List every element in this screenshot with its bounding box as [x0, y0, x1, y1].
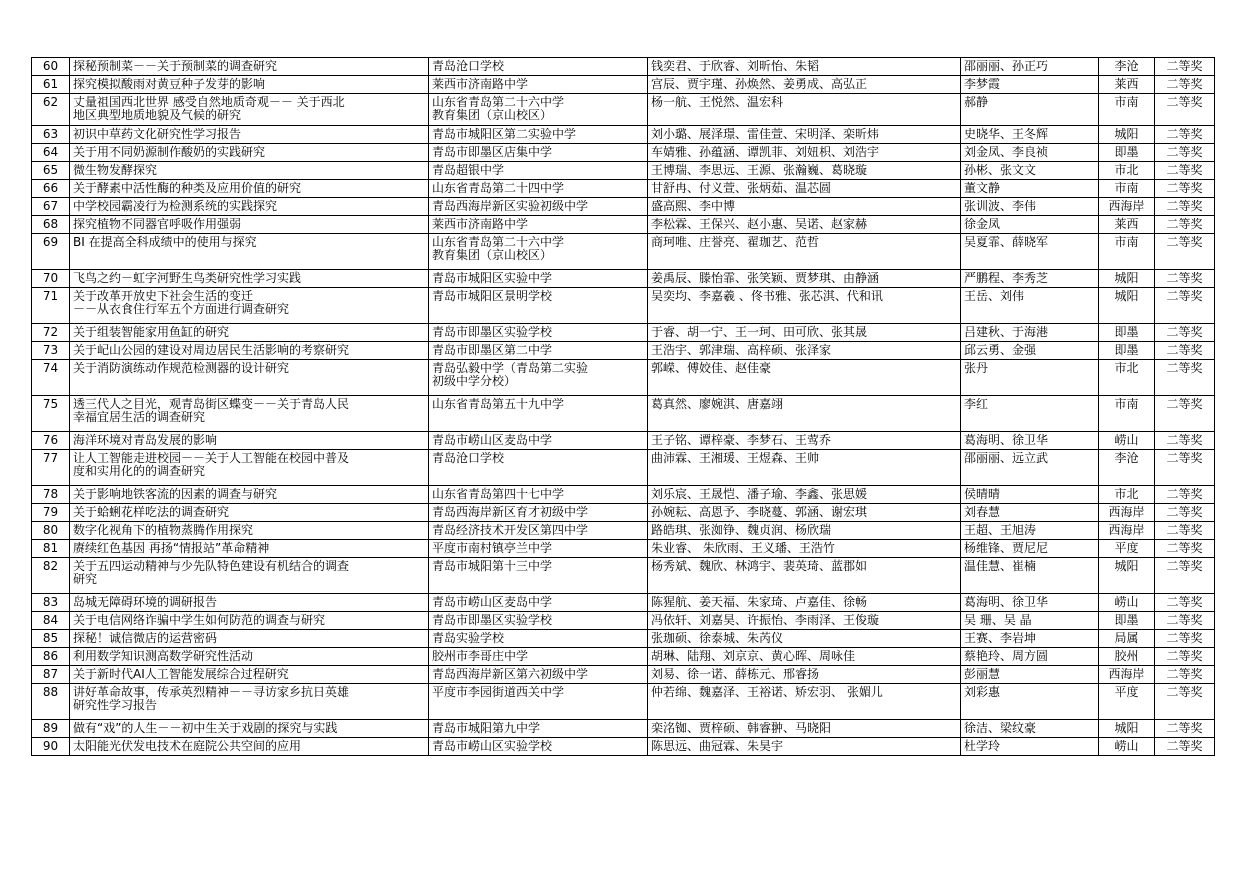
students-cell: 宫辰、贾宇瑾、孙焕然、姜勇成、高弘正: [648, 76, 961, 94]
table-row: [32, 180, 1215, 198]
award-cell: 二等奖: [1155, 144, 1215, 162]
table-row: [32, 486, 1215, 504]
table-row: [32, 76, 1215, 94]
table-row: [32, 666, 1215, 684]
project-title-cell: 利用数学知识测高数学研究性活动: [70, 648, 429, 666]
project-title-cell: 探秘预制菜－－关于预制菜的调查研究: [70, 58, 429, 76]
teachers-cell: 张训波、李伟: [961, 198, 1099, 216]
district-cell: 城阳: [1099, 558, 1155, 594]
students-cell: 孙婉耘、高恩予、李晓蔓、郭涵、谢宏琪: [648, 504, 961, 522]
school-cell: 青岛市即墨区第二中学: [429, 342, 648, 360]
award-cell: 二等奖: [1155, 76, 1215, 94]
table-row: [32, 432, 1215, 450]
district-cell: 莱西: [1099, 216, 1155, 234]
award-cell: 二等奖: [1155, 540, 1215, 558]
table-row: [32, 504, 1215, 522]
students-cell: 盛高熙、李中博: [648, 198, 961, 216]
school-cell: 青岛市崂山区实验学校: [429, 738, 648, 756]
students-cell: 王浩宇、郭津瑞、高梓硕、张泽家: [648, 342, 961, 360]
school-cell: 青岛市即墨区实验学校: [429, 612, 648, 630]
row-number-cell: 83: [32, 594, 70, 612]
teachers-cell: 王岳、刘伟: [961, 288, 1099, 324]
district-cell: 市北: [1099, 162, 1155, 180]
table-body: [32, 58, 1215, 756]
school-cell: 青岛弘毅中学（青岛第二实验 初级中学分校）: [429, 360, 648, 396]
school-cell: 胶州市李哥庄中学: [429, 648, 648, 666]
teachers-cell: 吴 珊、吴 晶: [961, 612, 1099, 630]
row-number-cell: 79: [32, 504, 70, 522]
district-cell: 城阳: [1099, 126, 1155, 144]
row-number-cell: 67: [32, 198, 70, 216]
table-row: [32, 360, 1215, 396]
students-cell: 王子铭、谭梓豪、李梦石、王莺乔: [648, 432, 961, 450]
project-title-cell: 海洋环境对青岛发展的影响: [70, 432, 429, 450]
teachers-cell: 徐洁、梁纹豪: [961, 720, 1099, 738]
school-cell: 青岛市城阳第九中学: [429, 720, 648, 738]
teachers-cell: 葛海明、徐卫华: [961, 594, 1099, 612]
project-title-cell: BI 在提高全科成绩中的使用与探究: [70, 234, 429, 270]
school-cell: 山东省青岛第二十六中学 教育集团（京山校区）: [429, 234, 648, 270]
table-row: [32, 648, 1215, 666]
students-cell: 李松霖、王保兴、赵小惠、吴诺、赵家赫: [648, 216, 961, 234]
project-title-cell: 赓续红色基因 再扬“情报站”革命精神: [70, 540, 429, 558]
row-number-cell: 61: [32, 76, 70, 94]
district-cell: 崂山: [1099, 594, 1155, 612]
school-cell: 青岛市即墨区实验学校: [429, 324, 648, 342]
school-cell: 青岛西海岸新区实验初级中学: [429, 198, 648, 216]
award-cell: 二等奖: [1155, 324, 1215, 342]
project-title-cell: 岛城无障碍环境的调研报告: [70, 594, 429, 612]
students-cell: 郭嵘、傅姣佳、赵佳豪: [648, 360, 961, 396]
table-row: [32, 594, 1215, 612]
district-cell: 市南: [1099, 234, 1155, 270]
table-row: [32, 630, 1215, 648]
teachers-cell: 王赛、李岩坤: [961, 630, 1099, 648]
award-cell: 二等奖: [1155, 504, 1215, 522]
project-title-cell: 关于用不同奶源制作酸奶的实践研究: [70, 144, 429, 162]
district-cell: 崂山: [1099, 738, 1155, 756]
project-title-cell: 探究模拟酸雨对黄豆种子发芽的影响: [70, 76, 429, 94]
award-cell: 二等奖: [1155, 522, 1215, 540]
students-cell: 葛真然、廖婉淇、唐嘉翊: [648, 396, 961, 432]
teachers-cell: 邵丽丽、远立武: [961, 450, 1099, 486]
students-cell: 陈思远、曲冠霖、朱昊宇: [648, 738, 961, 756]
school-cell: 青岛西海岸新区育才初级中学: [429, 504, 648, 522]
project-title-cell: 关于改革开放史下社会生活的变迁 －－从衣食住行军五个方面进行调查研究: [70, 288, 429, 324]
students-cell: 于睿、胡一宁、王一珂、田可欣、张其晟: [648, 324, 961, 342]
students-cell: 杨一航、王悦然、温宏科: [648, 94, 961, 126]
district-cell: 平度: [1099, 684, 1155, 720]
teachers-cell: 李梦霞: [961, 76, 1099, 94]
school-cell: 平度市李园街道西关中学: [429, 684, 648, 720]
school-cell: 平度市南村镇亭兰中学: [429, 540, 648, 558]
award-cell: 二等奖: [1155, 198, 1215, 216]
table-row: [32, 58, 1215, 76]
project-title-cell: 关于消防演练动作规范检测器的设计研究: [70, 360, 429, 396]
table-row: [32, 324, 1215, 342]
project-title-cell: 初识中草药文化研究性学习报告: [70, 126, 429, 144]
project-title-cell: 关于影响地铁客流的因素的调查与研究: [70, 486, 429, 504]
district-cell: 市北: [1099, 360, 1155, 396]
project-title-cell: 透三代人之目光，观青岛街区蝶变－－关于青岛人民 幸福宜居生活的调查研究: [70, 396, 429, 432]
award-cell: 二等奖: [1155, 486, 1215, 504]
award-cell: 二等奖: [1155, 58, 1215, 76]
row-number-cell: 60: [32, 58, 70, 76]
row-number-cell: 69: [32, 234, 70, 270]
row-number-cell: 81: [32, 540, 70, 558]
district-cell: 城阳: [1099, 288, 1155, 324]
award-cell: 二等奖: [1155, 648, 1215, 666]
row-number-cell: 68: [32, 216, 70, 234]
project-title-cell: 讲好革命故事，传承英烈精神－－寻访家乡抗日英雄 研究性学习报告: [70, 684, 429, 720]
school-cell: 青岛西海岸新区第六初级中学: [429, 666, 648, 684]
teachers-cell: 董文静: [961, 180, 1099, 198]
award-cell: 二等奖: [1155, 630, 1215, 648]
project-title-cell: 做有“戏”的人生－－初中生关于戏剧的探究与实践: [70, 720, 429, 738]
teachers-cell: 张丹: [961, 360, 1099, 396]
students-cell: 张珈硕、徐泰城、朱芮仪: [648, 630, 961, 648]
teachers-cell: 严鹏程、李秀芝: [961, 270, 1099, 288]
award-cell: 二等奖: [1155, 126, 1215, 144]
school-cell: 青岛市崂山区麦岛中学: [429, 432, 648, 450]
teachers-cell: 葛海明、徐卫华: [961, 432, 1099, 450]
district-cell: 崂山: [1099, 432, 1155, 450]
row-number-cell: 62: [32, 94, 70, 126]
students-cell: 王博瑞、李思远、王源、张瀚巍、葛晓璇: [648, 162, 961, 180]
students-cell: 栾洺铷、贾梓硕、韩睿翀、马晓阳: [648, 720, 961, 738]
project-title-cell: 关于酵素中活性酶的种类及应用价值的研究: [70, 180, 429, 198]
district-cell: 市南: [1099, 396, 1155, 432]
district-cell: 市北: [1099, 486, 1155, 504]
project-title-cell: 关于新时代AI人工智能发展综合过程研究: [70, 666, 429, 684]
district-cell: 城阳: [1099, 720, 1155, 738]
project-title-cell: 关于蛤蜊花样吃法的调查研究: [70, 504, 429, 522]
students-cell: 刘小璐、展泽璟、雷佳萱、宋明泽、栾昕炜: [648, 126, 961, 144]
teachers-cell: 侯晴晴: [961, 486, 1099, 504]
teachers-cell: 温佳慧、崔楠: [961, 558, 1099, 594]
district-cell: 西海岸: [1099, 666, 1155, 684]
award-cell: 二等奖: [1155, 270, 1215, 288]
award-cell: 二等奖: [1155, 360, 1215, 396]
project-title-cell: 关于组装智能家用鱼缸的研究: [70, 324, 429, 342]
district-cell: 莱西: [1099, 76, 1155, 94]
district-cell: 西海岸: [1099, 198, 1155, 216]
row-number-cell: 88: [32, 684, 70, 720]
students-cell: 朱业睿、 朱欣雨、王义璠、王浩竹: [648, 540, 961, 558]
students-cell: 胡琳、陆翔、刘京京、黄心晖、周咏佳: [648, 648, 961, 666]
students-cell: 甘舒冉、付义萱、张炳茹、温芯圆: [648, 180, 961, 198]
table-row: [32, 450, 1215, 486]
award-cell: 二等奖: [1155, 162, 1215, 180]
award-cell: 二等奖: [1155, 612, 1215, 630]
project-title-cell: 探究植物不同器官呼吸作用强弱: [70, 216, 429, 234]
district-cell: 西海岸: [1099, 522, 1155, 540]
award-cell: 二等奖: [1155, 450, 1215, 486]
row-number-cell: 73: [32, 342, 70, 360]
teachers-cell: 刘金凤、李良祯: [961, 144, 1099, 162]
row-number-cell: 75: [32, 396, 70, 432]
row-number-cell: 65: [32, 162, 70, 180]
award-cell: 二等奖: [1155, 684, 1215, 720]
teachers-cell: 刘春慧: [961, 504, 1099, 522]
row-number-cell: 78: [32, 486, 70, 504]
row-number-cell: 80: [32, 522, 70, 540]
row-number-cell: 90: [32, 738, 70, 756]
district-cell: 平度: [1099, 540, 1155, 558]
teachers-cell: 蔡艳玲、周方圆: [961, 648, 1099, 666]
students-cell: 钱奕君、于欣睿、刘昕怡、朱韬: [648, 58, 961, 76]
award-cell: 二等奖: [1155, 234, 1215, 270]
school-cell: 山东省青岛第四十七中学: [429, 486, 648, 504]
project-title-cell: 中学校园霸凌行为检测系统的实践探究: [70, 198, 429, 216]
table-row: [32, 540, 1215, 558]
teachers-cell: 邵丽丽、孙正巧: [961, 58, 1099, 76]
row-number-cell: 82: [32, 558, 70, 594]
project-title-cell: 关于电信网络诈骗中学生如何防范的调查与研究: [70, 612, 429, 630]
award-cell: 二等奖: [1155, 594, 1215, 612]
students-cell: 曲沛霖、王湘瑗、王煜森、王帅: [648, 450, 961, 486]
district-cell: 即墨: [1099, 324, 1155, 342]
award-cell: 二等奖: [1155, 738, 1215, 756]
table-row: [32, 126, 1215, 144]
teachers-cell: 郝静: [961, 94, 1099, 126]
table-row: [32, 94, 1215, 126]
school-cell: 莱西市济南路中学: [429, 216, 648, 234]
award-cell: 二等奖: [1155, 288, 1215, 324]
students-cell: 商珂唯、庄誉亮、翟珈艺、范哲: [648, 234, 961, 270]
award-cell: 二等奖: [1155, 216, 1215, 234]
district-cell: 即墨: [1099, 612, 1155, 630]
students-cell: 吴奕均、李嘉羲 、佟书雅、张芯淇、代和讯: [648, 288, 961, 324]
district-cell: 李沧: [1099, 450, 1155, 486]
students-cell: 杨秀斌、魏欣、林鸿宇、裴英琦、蓝郡如: [648, 558, 961, 594]
project-title-cell: 让人工智能走进校园－－关于人工智能在校园中普及 度和实用化的的调查研究: [70, 450, 429, 486]
students-cell: 车婧雅、孙蕴涵、谭凯菲、刘妞枳、刘浩宇: [648, 144, 961, 162]
teachers-cell: 吴夏霏、薛晓军: [961, 234, 1099, 270]
award-cell: 二等奖: [1155, 180, 1215, 198]
row-number-cell: 72: [32, 324, 70, 342]
teachers-cell: 吕建秋、于海港: [961, 324, 1099, 342]
table-row: [32, 558, 1215, 594]
table-row: [32, 216, 1215, 234]
award-cell: 二等奖: [1155, 666, 1215, 684]
row-number-cell: 84: [32, 612, 70, 630]
row-number-cell: 63: [32, 126, 70, 144]
table-row: [32, 198, 1215, 216]
teachers-cell: 杨维锋、贾尼尼: [961, 540, 1099, 558]
table-row: [32, 396, 1215, 432]
award-list-table: [31, 57, 1215, 756]
school-cell: 青岛市崂山区麦岛中学: [429, 594, 648, 612]
teachers-cell: 彭丽慧: [961, 666, 1099, 684]
school-cell: 青岛实验学校: [429, 630, 648, 648]
students-cell: 仲若绵、魏嘉泽、王裕诺、矫宏羽、 张媚儿: [648, 684, 961, 720]
teachers-cell: 刘彩惠: [961, 684, 1099, 720]
district-cell: 市南: [1099, 180, 1155, 198]
table-row: [32, 612, 1215, 630]
table-row: [32, 288, 1215, 324]
school-cell: 青岛沧口学校: [429, 58, 648, 76]
table-row: [32, 144, 1215, 162]
school-cell: 青岛市城阳区第二实验中学: [429, 126, 648, 144]
district-cell: 城阳: [1099, 270, 1155, 288]
table-row: [32, 270, 1215, 288]
school-cell: 青岛沧口学校: [429, 450, 648, 486]
teachers-cell: 徐金凤: [961, 216, 1099, 234]
award-cell: 二等奖: [1155, 720, 1215, 738]
district-cell: 即墨: [1099, 144, 1155, 162]
school-cell: 青岛市城阳第十三中学: [429, 558, 648, 594]
district-cell: 局属: [1099, 630, 1155, 648]
teachers-cell: 李红: [961, 396, 1099, 432]
teachers-cell: 史晓华、王冬辉: [961, 126, 1099, 144]
project-title-cell: 太阳能光伏发电技术在庭院公共空间的应用: [70, 738, 429, 756]
row-number-cell: 70: [32, 270, 70, 288]
table-row: [32, 684, 1215, 720]
table-row: [32, 720, 1215, 738]
school-cell: 青岛市即墨区店集中学: [429, 144, 648, 162]
project-title-cell: 飞鸟之约－虹字河野生鸟类研究性学习实践: [70, 270, 429, 288]
row-number-cell: 66: [32, 180, 70, 198]
district-cell: 胶州: [1099, 648, 1155, 666]
school-cell: 山东省青岛第五十九中学: [429, 396, 648, 432]
row-number-cell: 74: [32, 360, 70, 396]
district-cell: 市南: [1099, 94, 1155, 126]
teachers-cell: 杜学玲: [961, 738, 1099, 756]
district-cell: 李沧: [1099, 58, 1155, 76]
students-cell: 路皓琪、张洳铮、魏贞润、杨欣瑞: [648, 522, 961, 540]
table-row: [32, 234, 1215, 270]
table-row: [32, 522, 1215, 540]
row-number-cell: 71: [32, 288, 70, 324]
award-cell: 二等奖: [1155, 342, 1215, 360]
school-cell: 青岛经济技术开发区第四中学: [429, 522, 648, 540]
teachers-cell: 邱云勇、金强: [961, 342, 1099, 360]
project-title-cell: 关于五四运动精神与少先队特色建设有机结合的调查 研究: [70, 558, 429, 594]
school-cell: 青岛市城阳区实验中学: [429, 270, 648, 288]
project-title-cell: 探秘！诚信微店的运营密码: [70, 630, 429, 648]
row-number-cell: 77: [32, 450, 70, 486]
teachers-cell: 孙彬、张文文: [961, 162, 1099, 180]
project-title-cell: 数字化视角下的植物蒸腾作用探究: [70, 522, 429, 540]
row-number-cell: 89: [32, 720, 70, 738]
award-cell: 二等奖: [1155, 94, 1215, 126]
project-title-cell: 微生物发酵探究: [70, 162, 429, 180]
project-title-cell: 关于屺山公园的建设对周边居民生活影响的考察研究: [70, 342, 429, 360]
project-title-cell: 丈量祖国西北世界 感受自然地质奇观－－ 关于西北 地区典型地质地貌及气候的研究: [70, 94, 429, 126]
row-number-cell: 87: [32, 666, 70, 684]
students-cell: 刘易、徐一诺、薛栋元、邢睿扬: [648, 666, 961, 684]
students-cell: 姜禹辰、滕怡霏、张笑颖、贾梦琪、由静涵: [648, 270, 961, 288]
award-cell: 二等奖: [1155, 558, 1215, 594]
school-cell: 青岛市城阳区景明学校: [429, 288, 648, 324]
school-cell: 莱西市济南路中学: [429, 76, 648, 94]
students-cell: 刘乐宸、王晟恺、潘子瑜、李鑫、张思媛: [648, 486, 961, 504]
school-cell: 青岛超银中学: [429, 162, 648, 180]
students-cell: 冯依轩、刘嘉昊、许振怡、李雨泽、王俊璇: [648, 612, 961, 630]
district-cell: 即墨: [1099, 342, 1155, 360]
award-cell: 二等奖: [1155, 432, 1215, 450]
school-cell: 山东省青岛第二十六中学 教育集团（京山校区）: [429, 94, 648, 126]
table-row: [32, 162, 1215, 180]
row-number-cell: 85: [32, 630, 70, 648]
table-row: [32, 342, 1215, 360]
district-cell: 西海岸: [1099, 504, 1155, 522]
row-number-cell: 76: [32, 432, 70, 450]
school-cell: 山东省青岛第二十四中学: [429, 180, 648, 198]
award-cell: 二等奖: [1155, 396, 1215, 432]
students-cell: 陈猩航、姜天福、朱家琦、卢嘉佳、徐畅: [648, 594, 961, 612]
table-row: [32, 738, 1215, 756]
teachers-cell: 王超、王旭涛: [961, 522, 1099, 540]
row-number-cell: 86: [32, 648, 70, 666]
row-number-cell: 64: [32, 144, 70, 162]
